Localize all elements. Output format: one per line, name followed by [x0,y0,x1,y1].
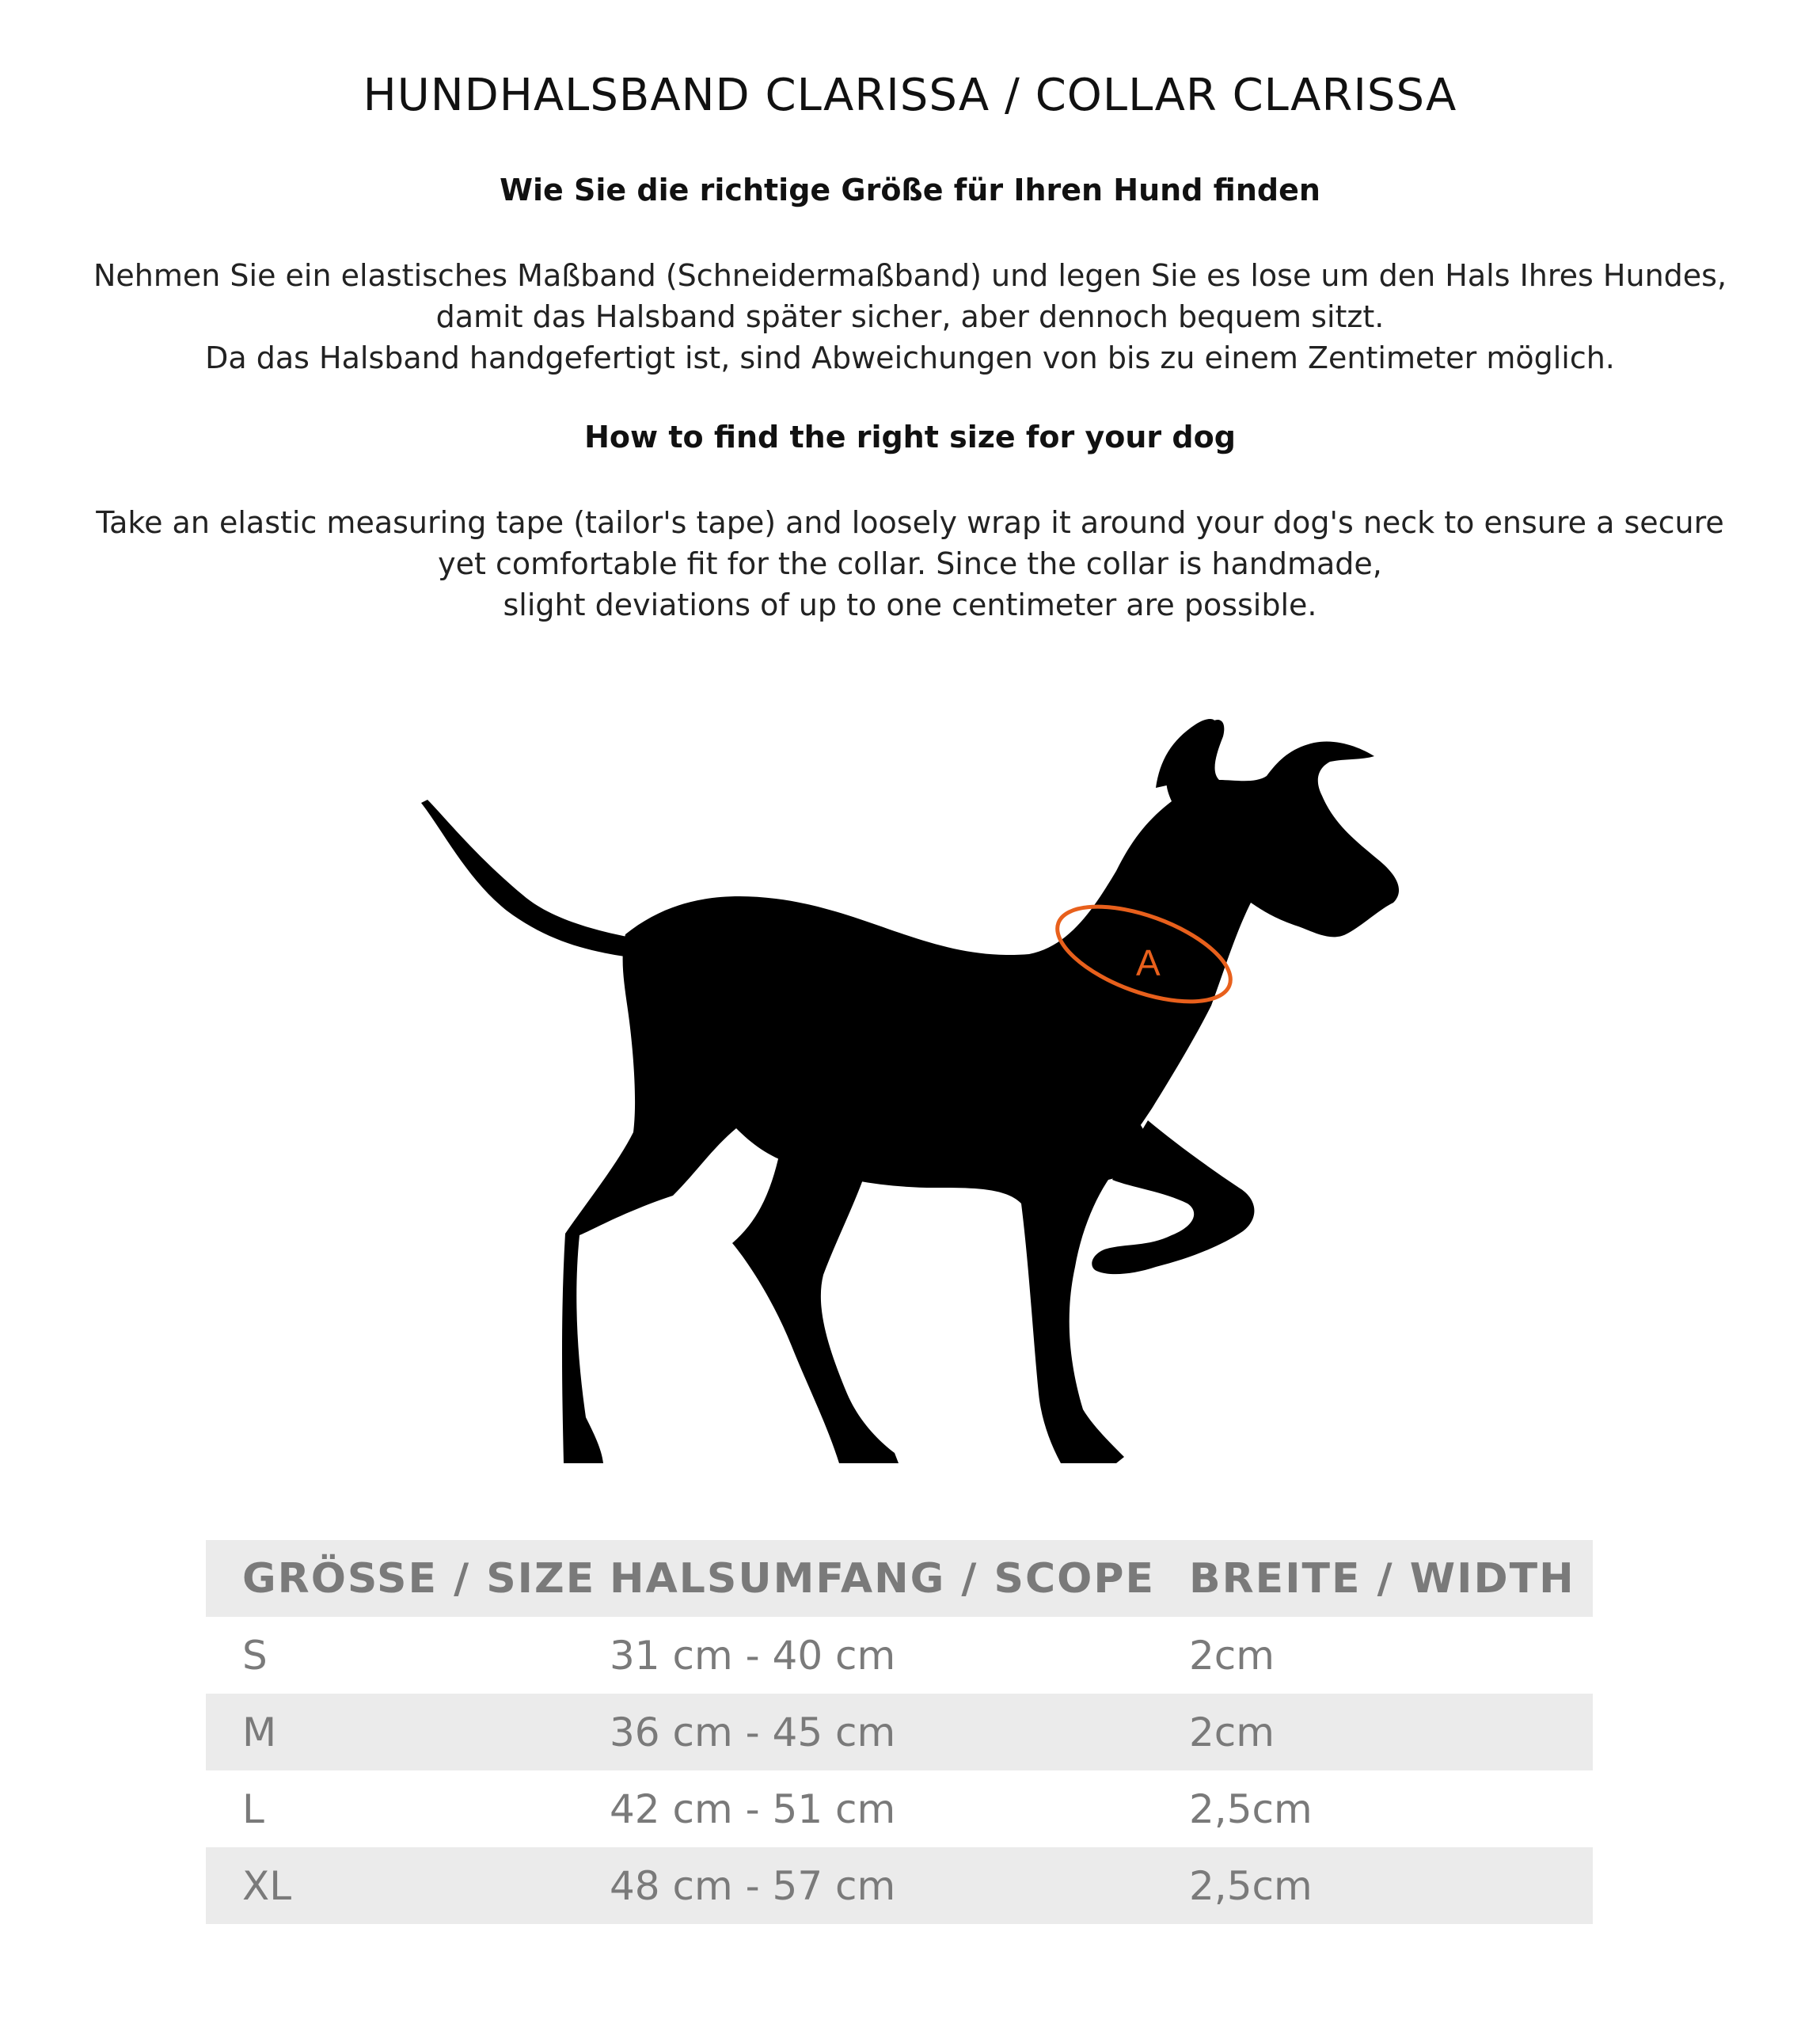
cell-scope: 36 cm - 45 cm [610,1709,896,1755]
cell-scope: 48 cm - 57 cm [610,1862,896,1909]
header-size: GRÖSSE / SIZE [242,1554,596,1603]
table-header-row [206,1540,1593,1617]
german-line: Da das Halsband handgefertigt ist, sind Abweichungen von bis zu einem Zentimeter möglich. [205,340,1615,375]
english-heading: How to find the right size for your dog [584,420,1236,454]
cell-width: 2,5cm [1189,1862,1313,1909]
header-width: BREITE / WIDTH [1189,1554,1575,1603]
dog-tail [421,800,657,960]
table-row [206,1617,1593,1694]
cell-scope: 31 cm - 40 cm [610,1632,896,1679]
table-row [206,1694,1593,1770]
dog-measurement-figure [396,697,1425,1489]
german-instructions [0,255,1820,378]
measurement-label-a: A [1136,942,1161,983]
table-row [206,1847,1593,1924]
english-line: slight deviations of up to one centimeter are possible. [503,588,1317,622]
cell-size: S [242,1632,268,1679]
english-instructions [0,502,1820,626]
cell-width: 2,5cm [1189,1786,1313,1832]
cell-size: L [242,1786,264,1832]
cell-width: 2cm [1189,1709,1275,1755]
dog-hind-leg-far [732,1152,899,1463]
header-scope: HALSUMFANG / SCOPE [610,1554,1155,1603]
dog-body [562,720,1399,1463]
german-line: Nehmen Sie ein elastisches Maßband (Schneidermaßband) und legen Sie es lose um den Hals Ihres Hundes, [93,258,1727,293]
english-line: Take an elastic measuring tape (tailor's tape) and loosely wrap it around your dog's neck to ensure a secure [96,505,1724,540]
page-title: HUNDHALSBAND CLARISSA / COLLAR CLARISSA [363,70,1457,121]
size-table [206,1540,1593,1924]
dog-silhouette-icon [396,697,1425,1489]
cell-size: M [242,1709,277,1755]
cell-scope: 42 cm - 51 cm [610,1786,896,1832]
table-row [206,1770,1593,1847]
german-line: damit das Halsband später sicher, aber dennoch bequem sitzt. [435,299,1385,334]
english-line: yet comfortable fit for the collar. Since the collar is handmade, [438,546,1382,581]
cell-width: 2cm [1189,1632,1275,1679]
german-heading: Wie Sie die richtige Größe für Ihren Hund finden [500,173,1320,207]
cell-size: XL [242,1862,292,1909]
